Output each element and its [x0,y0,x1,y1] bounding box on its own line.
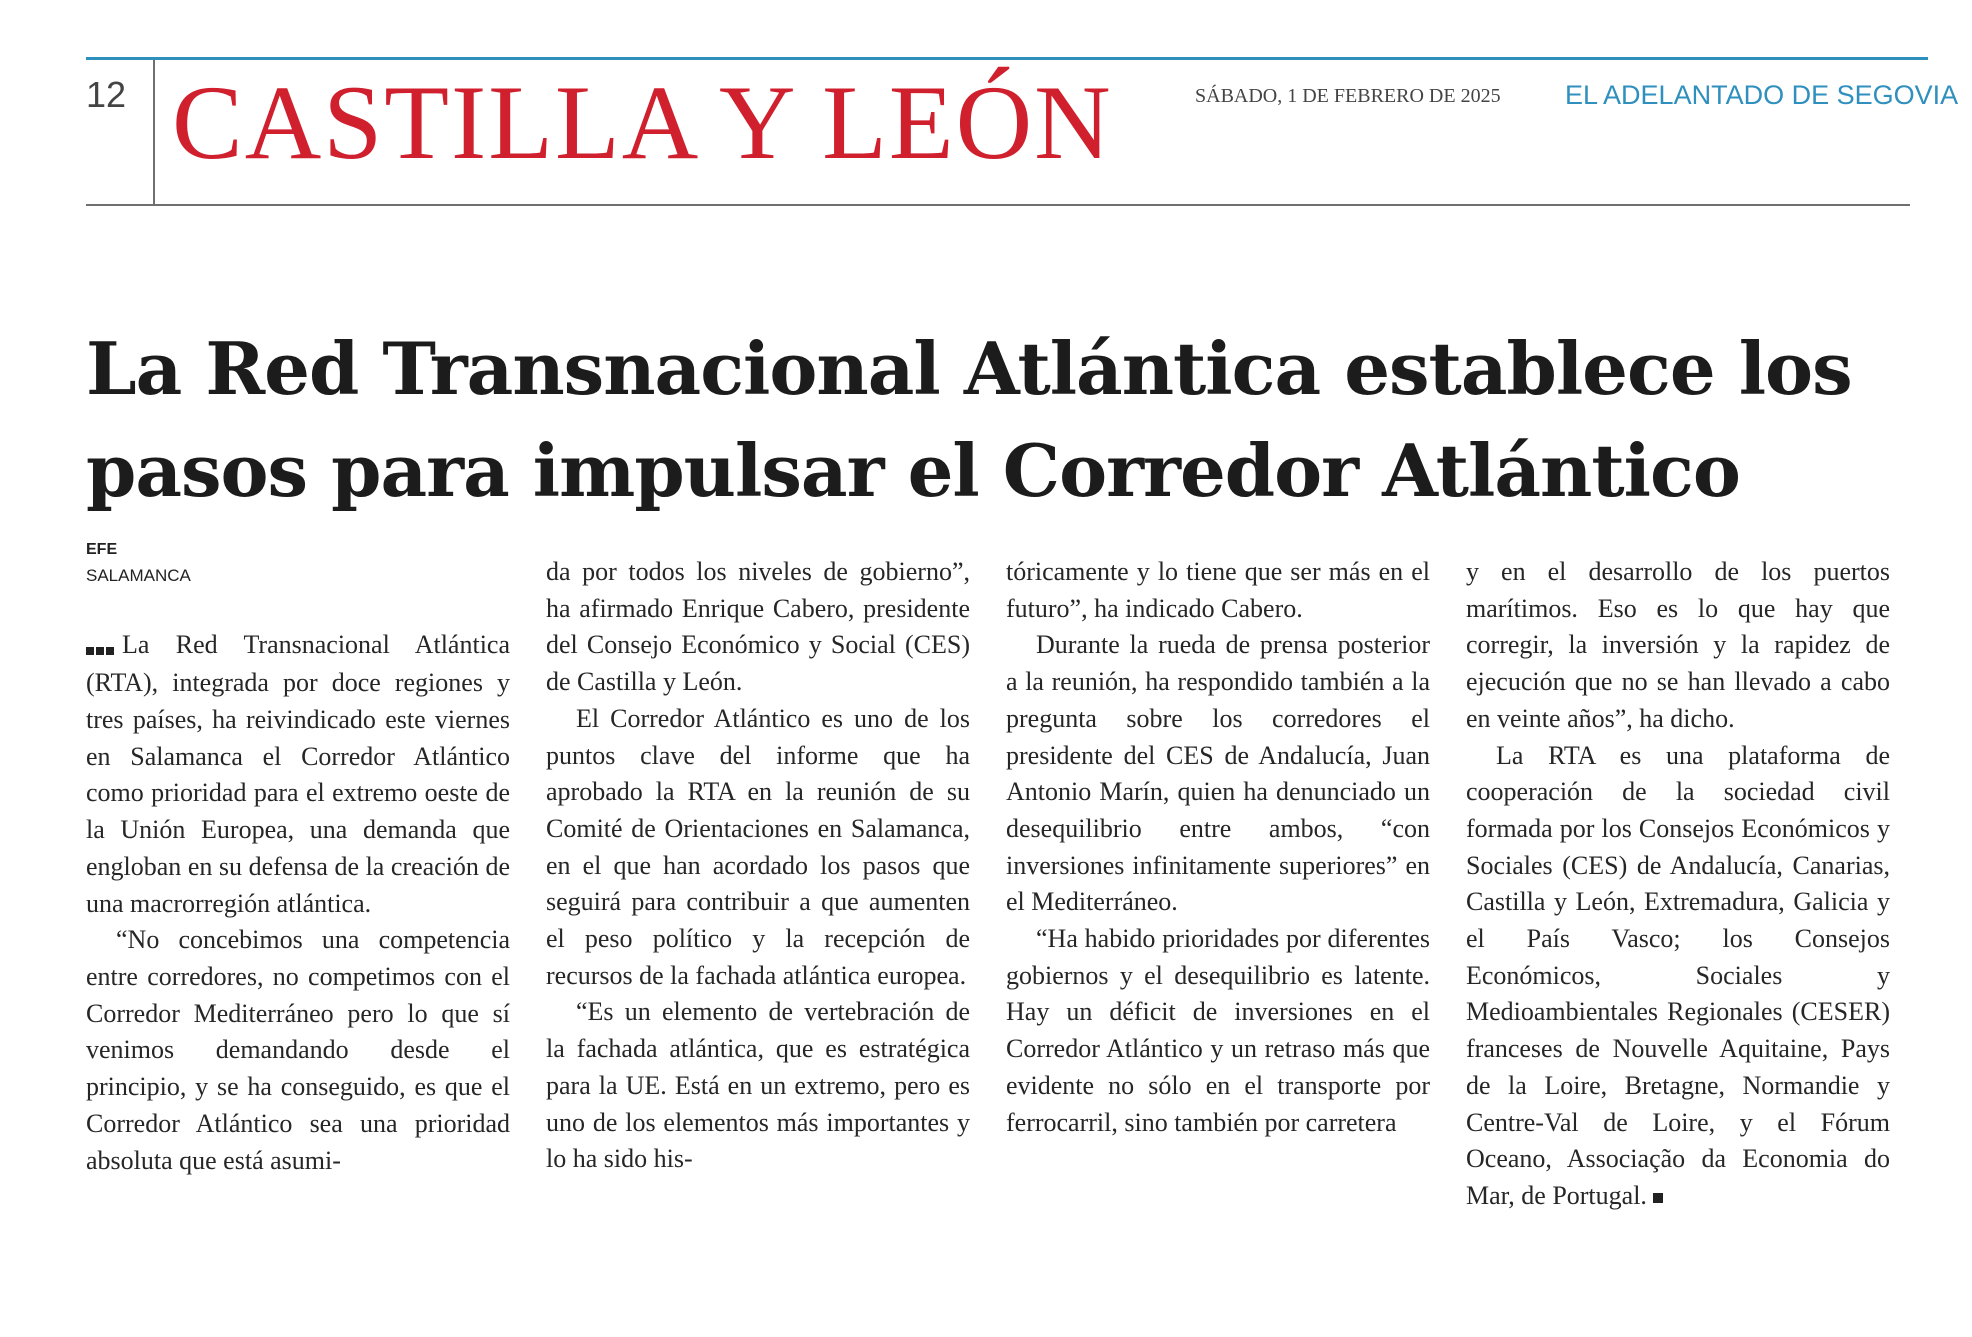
lead-squares-icon [86,629,116,666]
article-column-2 [546,554,970,1178]
article-column-1 [86,627,510,1179]
paragraph-text: La Red Transnacional Atlántica (RTA), integrada por doce regiones y tres países, ha reivindicado este viernes en Salamanca el Corredor Atlántico como prioridad para el extremo oeste de la Unión Europea, una demanda que engloban en su defensa de la creación de una macrorregión atlántica. [86,630,510,918]
paragraph [1466,738,1890,1215]
news-agency: EFE [86,541,118,558]
paragraph: “Es un elemento de vertebración de la fachada atlántica, que es estratégica para la UE. Está en un extremo, pero es uno de los elementos más importantes y lo ha sido his- [546,997,970,1174]
article-column-4 [1466,554,1890,1215]
end-of-article-icon [1653,1193,1663,1203]
paragraph: El Corredor Atlántico es uno de los puntos clave del informe que ha aprobado la RTA en la reunión de su Comité de Orientaciones en Salamanca, en el que han acordado los pasos que seguirá para contribuir a que aumenten el peso político y la recepción de recursos de la fachada atlántica europea. [546,703,970,990]
paragraph: y en el desarrollo de los puertos marítimos. Eso es lo que hay que corregir, la inversión y la rapidez de ejecución que no se han llevado a cabo en veinte años”, ha dicho. [1466,557,1890,733]
paragraph-text: La RTA es una plataforma de cooperación de la sociedad civil formada por los Consejos Económicos y Sociales (CES) de Andalucía, Canarias, Castilla y León, Extremadura, Galicia y el País Vasco; los Consejos Económicos, Sociales y Medioambientales Regionales (CESER) franceses de Nouvelle Aquitaine, Pays de la Loire, Bretagne, Normandie y Centre-Val de Loire, y el Fórum Oceano, Associação da Economia do Mar, de Portugal. [1466,740,1890,1210]
issue-date: SÁBADO, 1 DE FEBRERO DE 2025 [1195,85,1501,107]
article-column-3 [1006,554,1430,1141]
dateline-location: SALAMANCA [86,566,191,585]
paragraph: Durante la rueda de prensa posterior a la reunión, ha respondido también a la pregunta sobre los corredores el presidente del CES de Andalucía, Juan Antonio Marín, quien ha denunciado un desequilibrio entre ambos, “con inversiones infinitamente superiores” en el Mediterráneo. [1006,630,1430,917]
paragraph [86,627,510,922]
newspaper-name: EL ADELANTADO DE SEGOVIA [1565,80,1959,110]
article-headline: La Red Transnacional Atlántica establece los pasos para impulsar el Corredor Atlántico [86,326,1852,513]
page-number: 12 [86,74,127,115]
paragraph: “No concebimos una competencia entre corredores, no competimos con el Corredor Mediterráneo pero lo que sí venimos demandando desde el principio, y se ha conseguido, es que el Corredor Atlántico sea una prioridad absoluta que está asumi- [86,925,510,1175]
section-title: CASTILLA Y LEÓN [172,64,1113,181]
header-vertical-divider [153,60,155,206]
paragraph: “Ha habido prioridades por diferentes gobiernos y el desequilibrio es latente. Hay un déficit de inversiones en el Corredor Atlántico y un retraso más que evidente no sólo en el transporte por ferrocarril, sino también por carretera [1006,924,1430,1137]
paragraph: da por todos los niveles de gobierno”, ha afirmado Enrique Cabero, presidente del Consejo Económico y Social (CES) de Castilla y León. [546,557,970,697]
header-bottom-rule [86,204,1910,206]
header-top-rule [86,57,1928,60]
paragraph: tóricamente y lo tiene que ser más en el futuro”, ha indicado Cabero. [1006,557,1430,623]
